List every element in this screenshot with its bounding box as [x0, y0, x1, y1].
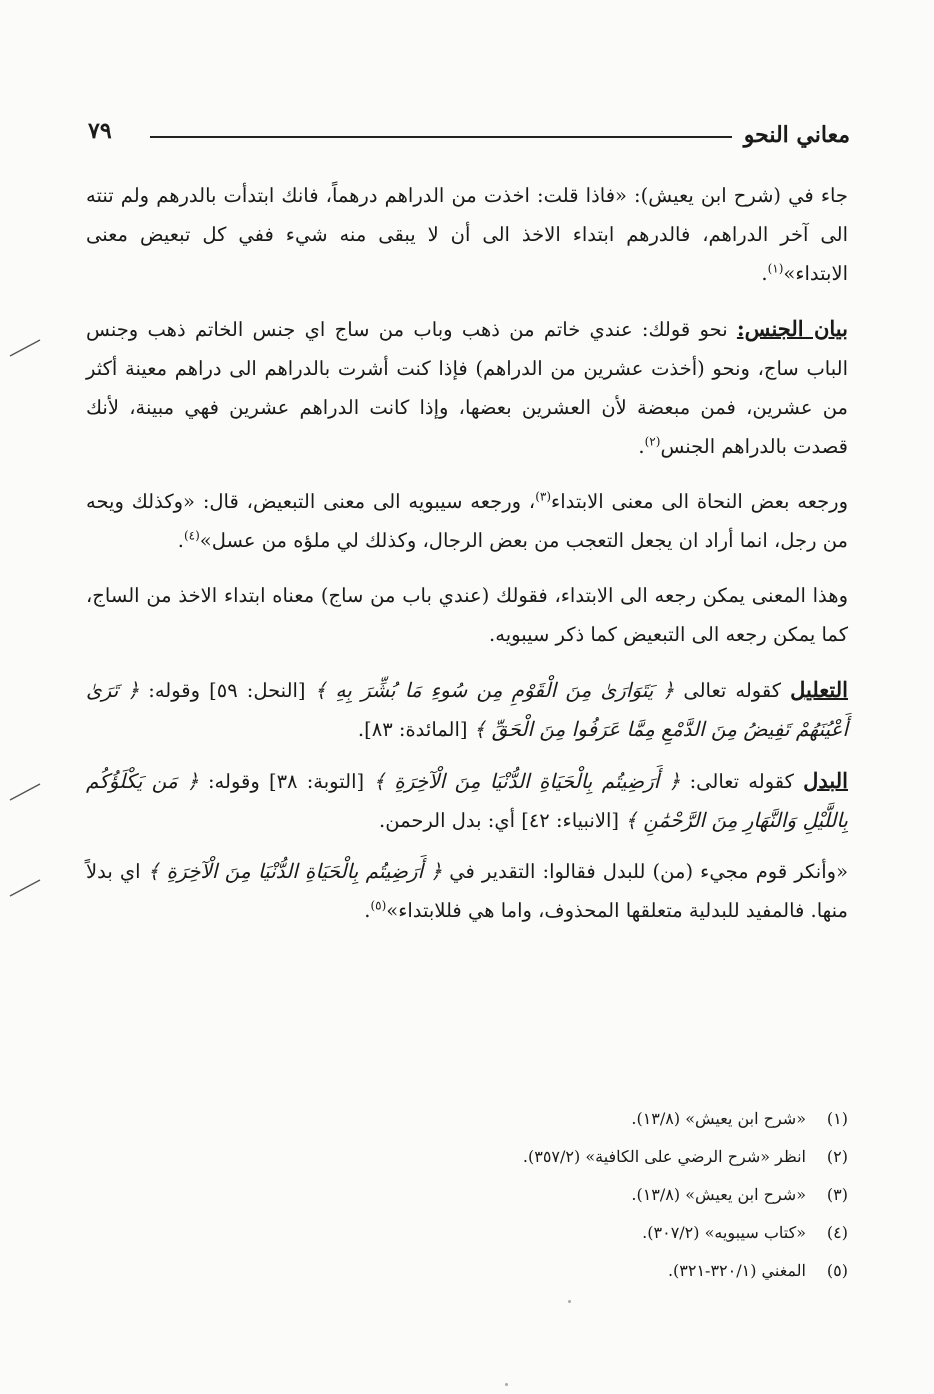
footnote-ref: (١)	[767, 261, 784, 276]
verse-citation: [التوبة: ٣٨] وقوله:	[198, 770, 374, 793]
page-number: ٧٩	[88, 118, 112, 144]
paragraph-albadal	[86, 761, 848, 840]
paragraph-altaleel	[86, 670, 848, 749]
pencil-mark-icon	[8, 878, 42, 898]
paragraph-text: «وأنكر قوم مجيء (من) للبدل فقالوا: التقدير في	[442, 860, 848, 883]
paragraph-ibn-yaish	[86, 176, 848, 293]
section-term: البدل	[803, 768, 848, 793]
footnote-number: (٢)	[826, 1147, 848, 1166]
footnote-item	[128, 1176, 848, 1214]
quran-verse: ﴿ أَرَضِيتُم بِالْحَيَاةِ الدُّنْيَا مِنَ الْآخِرَةِ ﴾	[147, 859, 443, 883]
footnote-number: (١)	[826, 1109, 848, 1128]
paragraph-text: وهذا المعنى يمكن رجعه الى الابتداء، فقولك (عندي باب من ساج) معناه ابتداء الاخذ من الساج، كما يمكن رجعه الى التبعيض كما ذكر سيبويه.	[86, 584, 848, 646]
paragraph-end: .	[364, 899, 371, 922]
header-title: معاني النحو	[743, 122, 850, 148]
verse-citation: [المائدة: ٨٣].	[357, 718, 474, 741]
verse-citation: [الانبياء: ٤٢] أي: بدل الرحمن.	[379, 809, 626, 832]
paragraph-text: ، ورجعه سيبويه الى معنى التبعيض، قال: «وكذلك ويحه من رجل، انما أراد ان يجعل التعجب من بعض الرجال، وكذلك لي ملؤه من عسل»	[86, 490, 848, 552]
paragraph-end: .	[177, 529, 184, 552]
footnote-item	[128, 1214, 848, 1252]
paragraph-text: جاء في (شرح ابن يعيش): «فاذا قلت: اخذت من الدراهم درهماً، فانك ابتدأت بالدرهم ولم تنته الى آخر الدراهم، فالدرهم ابتداء الاخذ الى أن لا يبقى منه شيء ففي كل تبعيض معنى الابتداء»	[86, 184, 848, 285]
quran-verse: ﴿ مَن يَكْلَؤُكُم بِاللَّيْلِ وَالنَّهَارِ مِنَ الرَّحْمَٰنِ ﴾	[86, 769, 848, 832]
header-rule	[150, 136, 732, 138]
footnote-item	[128, 1138, 848, 1176]
footnote-text: المغني (٣٢٠/١-٣٢١).	[667, 1261, 806, 1280]
footnote-ref: (٤)	[183, 528, 200, 543]
paragraph-text: كقوله تعالى	[674, 679, 791, 702]
section-term: التعليل	[790, 677, 848, 702]
main-text	[86, 176, 848, 946]
scan-speck	[505, 1383, 508, 1386]
paragraph-text: اي بدلاً منها. فالمفيد للبدلية متعلقها المحذوف، واما هي فللابتداء»	[86, 860, 848, 922]
paragraph-inkar	[86, 852, 848, 930]
quran-verse: ﴿ أَرَضِيتُم بِالْحَيَاةِ الدُّنْيَا مِنَ الْآخِرَةِ ﴾	[373, 769, 681, 793]
footnote-text: انظر «شرح الرضي على الكافية» (٣٥٧/٢).	[522, 1147, 806, 1166]
paragraph-raj	[86, 576, 848, 654]
section-term: بيان الجنس:	[736, 316, 848, 341]
footnote-item	[128, 1252, 848, 1290]
footnote-text: «شرح ابن يعيش» (١٣/٨).	[631, 1185, 806, 1204]
scan-speck	[568, 1300, 571, 1303]
footnote-item	[128, 1100, 848, 1138]
paragraph-bayan-aljins	[86, 309, 848, 466]
footnotes	[128, 1100, 848, 1290]
quran-verse: ﴿ يَتَوَارَىٰ مِنَ الْقَوْمِ مِن سُوءِ مَا بُشِّرَ بِهِ ﴾	[314, 678, 675, 702]
running-header	[88, 118, 850, 158]
footnote-number: (٤)	[826, 1223, 848, 1242]
footnote-text: «شرح ابن يعيش» (١٣/٨).	[631, 1109, 806, 1128]
paragraph-text: نحو قولك: عندي خاتم من ذهب وباب من ساج اي جنس الخاتم ذهب وجنس الباب ساج، ونحو (أخذت عشرين من الدراهم) فإذا كنت أشرت بالدراهم الى دراهم معينة أكثر من عشرين، فمن مبعضة لأن العشرين بعضها، وإذا كانت الدراهم عشرين فهي مبينة، لأنك قصدت بالدراهم الجنس	[86, 318, 848, 458]
paragraph-end: .	[761, 262, 768, 285]
paragraph-sibawayh	[86, 482, 848, 560]
footnote-number: (٣)	[826, 1185, 848, 1204]
footnote-number: (٥)	[826, 1261, 848, 1280]
verse-citation: [النحل: ٥٩] وقوله:	[139, 679, 315, 702]
paragraph-end: .	[638, 435, 645, 458]
footnote-ref: (٢)	[644, 434, 661, 449]
paragraph-text: ورجعه بعض النحاة الى معنى الابتداء	[551, 490, 848, 513]
paragraph-text: كقوله تعالى:	[680, 770, 804, 793]
pencil-mark-icon	[8, 338, 42, 358]
footnote-text: «كتاب سيبويه» (٣٠٧/٢).	[642, 1223, 806, 1242]
pencil-mark-icon	[8, 782, 42, 802]
quran-verse: ﴿ تَرَىٰ أَعْيُنَهُمْ تَفِيضُ مِنَ الدَّمْعِ مِمَّا عَرَفُوا مِنَ الْحَقِّ ﴾	[86, 678, 848, 741]
footnote-ref: (٣)	[535, 489, 552, 504]
footnote-ref: (٥)	[370, 898, 387, 913]
